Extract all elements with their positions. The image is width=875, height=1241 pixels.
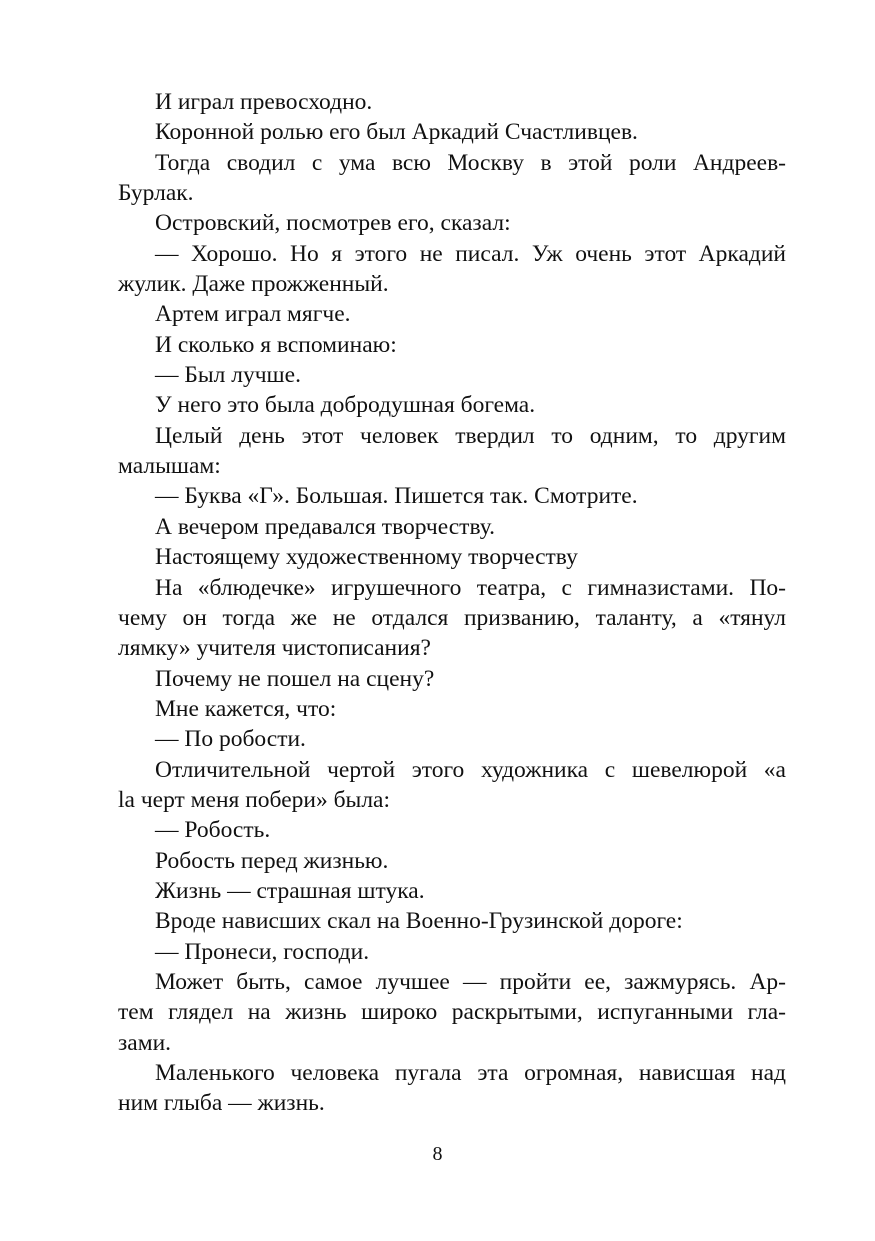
- text-line: — Был лучше.: [155, 362, 301, 389]
- page-number: 8: [432, 1143, 443, 1165]
- body-text: [118, 87, 786, 1119]
- paragraph: [118, 512, 786, 542]
- text-line: — По робости.: [155, 726, 306, 753]
- text-line: Тогда сводил с ума всю Москву в этой роли Андреев-: [155, 149, 786, 176]
- text-line: Коронной ролью его был Аркадий Счастливцев.: [155, 119, 638, 146]
- text-line: тем глядел на жизнь широко раскрытыми, испуганными гла-: [118, 999, 786, 1026]
- paragraph: [118, 360, 786, 390]
- text-line: лямку» учителя чистописания?: [118, 635, 431, 662]
- text-line: la черт меня побери» была:: [118, 786, 391, 813]
- text-line: — Пронеси, господи.: [155, 938, 370, 965]
- text-line: Вроде нависших скал на Военно-Грузинской дороге:: [155, 908, 683, 935]
- text-line: Почему не пошел на сцену?: [155, 665, 435, 692]
- paragraph: [118, 87, 786, 117]
- text-line: Островский, посмотрев его, сказал:: [155, 210, 511, 237]
- paragraph: [118, 1058, 786, 1119]
- text-line: На «блюдечке» игрушечного театра, с гимназистами. По-: [155, 574, 786, 601]
- paragraph: [118, 208, 786, 238]
- text-line: жулик. Даже прожженный.: [118, 271, 389, 298]
- paragraph: [118, 481, 786, 511]
- paragraph: [118, 694, 786, 724]
- text-line: Целый день этот человек твердил то одним, то другим: [155, 422, 786, 449]
- paragraph: [118, 421, 786, 482]
- text-line: — Буква «Г». Большая. Пишется так. Смотрите.: [155, 483, 638, 510]
- text-line: Мне кажется, что:: [155, 695, 337, 722]
- paragraph: [118, 664, 786, 694]
- paragraph: [118, 239, 786, 300]
- text-line: Отличительной чертой этого художника с шевелюрой «а: [155, 756, 786, 783]
- text-line: Настоящему художественному творчеству: [155, 544, 578, 571]
- paragraph: [118, 542, 786, 572]
- paragraph: [118, 299, 786, 329]
- paragraph: [118, 755, 786, 816]
- paragraph: [118, 148, 786, 209]
- paragraph: [118, 967, 786, 1058]
- paragraph: [118, 815, 786, 845]
- text-line: Бурлак.: [118, 180, 194, 207]
- text-line: У него это была добродушная богема.: [155, 392, 536, 419]
- text-line: Может быть, самое лучшее — пройти ее, зажмурясь. Ар-: [155, 968, 786, 995]
- text-line: — Хорошо. Но я этого не писал. Уж очень этот Аркадий: [155, 240, 786, 267]
- text-line: И сколько я вспоминаю:: [155, 331, 397, 358]
- paragraph: [118, 906, 786, 936]
- paragraph: [118, 573, 786, 664]
- text-line: Артем играл мягче.: [155, 301, 351, 328]
- text-line: Жизнь — страшная штука.: [155, 877, 425, 904]
- text-line: зами.: [118, 1029, 172, 1056]
- paragraph: [118, 876, 786, 906]
- paragraph: [118, 390, 786, 420]
- paragraph: [118, 117, 786, 147]
- text-line: чему он тогда же не отдался призванию, таланту, а «тянул: [118, 604, 786, 631]
- paragraph: [118, 846, 786, 876]
- text-line: — Робость.: [155, 817, 271, 844]
- text-line: И играл превосходно.: [155, 89, 373, 115]
- paragraph: [118, 724, 786, 754]
- text-line: ним глыба — жизнь.: [118, 1090, 325, 1117]
- text-line: Маленького человека пугала эта огромная, нависшая над: [155, 1060, 786, 1086]
- text-line: А вечером предавался творчеству.: [155, 513, 496, 540]
- paragraph: [118, 937, 786, 967]
- text-line: малышам:: [118, 453, 221, 480]
- paragraph: [118, 330, 786, 360]
- text-line: Робость перед жизнью.: [155, 847, 389, 874]
